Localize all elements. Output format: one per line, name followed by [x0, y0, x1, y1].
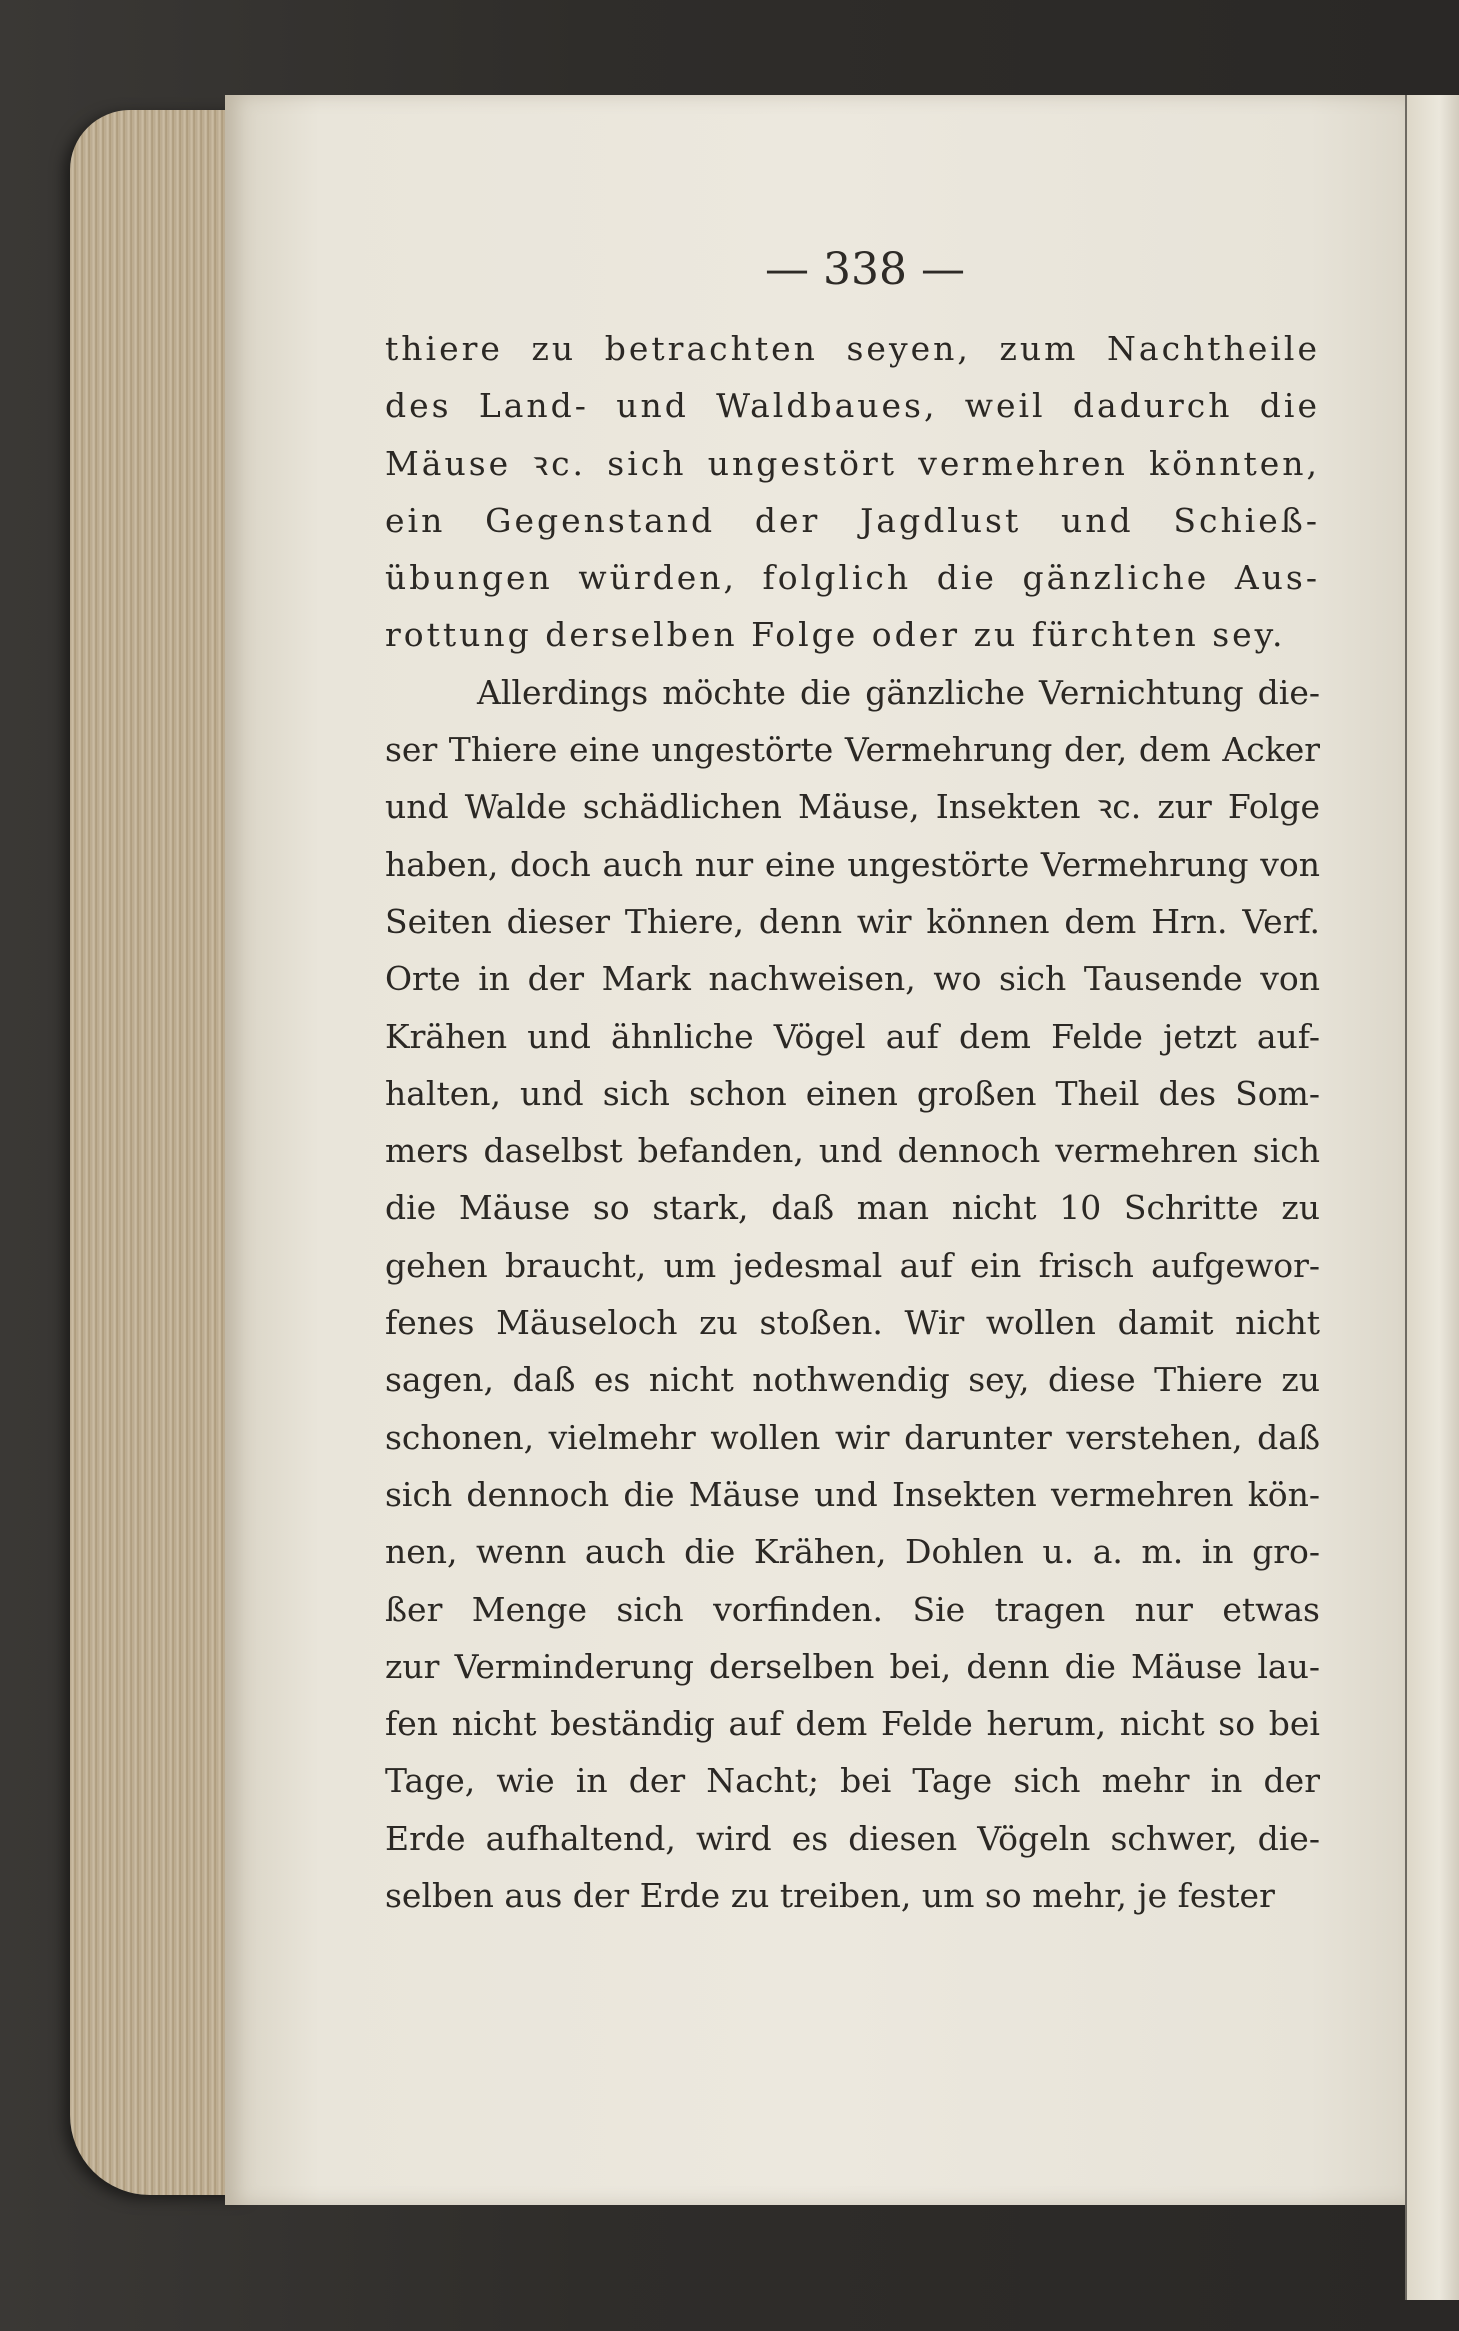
text-line: mers daselbst befanden, und dennoch vermehren sich — [385, 1131, 1320, 1171]
text-line: Erde aufhaltend, wird es diesen Vögeln schwer, die- — [385, 1818, 1320, 1858]
text-line: Allerdings möchte die gänzliche Vernichtung die- — [477, 672, 1320, 712]
text-line: übungen würden, folglich die gänzliche Aus- — [385, 558, 1320, 598]
text-line: Seiten dieser Thiere, denn wir können dem Hrn. Verf. — [385, 901, 1320, 941]
text-line: fen nicht beständig auf dem Felde herum, nicht so bei — [385, 1704, 1320, 1744]
text-line: sich dennoch die Mäuse und Insekten vermehren kön- — [385, 1474, 1320, 1514]
text-line: die Mäuse so stark, daß man nicht 10 Schritte zu — [385, 1188, 1320, 1228]
text-line: Mäuse ꝛc. sich ungestört vermehren könnten, — [385, 443, 1320, 483]
body-text — [385, 320, 1320, 1924]
text-line: nen, wenn auch die Krähen, Dohlen u. a. m. in gro- — [385, 1532, 1320, 1572]
page-edges-stack — [70, 110, 250, 2195]
text-line: rottung derselben Folge oder zu fürchten sey. — [385, 615, 1286, 655]
text-line: schonen, vielmehr wollen wir darunter verstehen, daß — [385, 1417, 1320, 1457]
facing-page-edge — [1405, 95, 1459, 2300]
text-line: des Land- und Waldbaues, weil dadurch die — [385, 386, 1320, 426]
text-line: fenes Mäuseloch zu stoßen. Wir wollen damit nicht — [385, 1303, 1320, 1343]
text-line: thiere zu betrachten seyen, zum Nachtheile — [385, 329, 1320, 368]
text-line: Orte in der Mark nachweisen, wo sich Tausende von — [385, 959, 1320, 999]
text-line: und Walde schädlichen Mäuse, Insekten ꝛc. zur Folge — [385, 787, 1320, 827]
text-line: gehen braucht, um jedesmal auf ein frisch aufgewor- — [385, 1245, 1320, 1285]
text-line: sagen, daß es nicht nothwendig sey, diese Thiere zu — [385, 1360, 1320, 1400]
text-line: haben, doch auch nur eine ungestörte Vermehrung von — [385, 844, 1320, 884]
text-line: ein Gegenstand der Jagdlust und Schieß- — [385, 500, 1320, 540]
text-line: ser Thiere eine ungestörte Vermehrung der, dem Acker — [385, 730, 1320, 770]
text-line: Krähen und ähnliche Vögel auf dem Felde jetzt auf- — [385, 1016, 1320, 1056]
text-line: zur Verminderung derselben bei, denn die Mäuse lau- — [385, 1646, 1320, 1686]
text-line: ßer Menge sich vorfinden. Sie tragen nur etwas — [385, 1589, 1320, 1629]
text-line: Tage, wie in der Nacht; bei Tage sich mehr in der — [385, 1761, 1320, 1801]
page-number-header: — 338 — — [765, 244, 965, 295]
text-line: halten, und sich schon einen großen Theil des Som- — [385, 1073, 1320, 1113]
text-line: selben aus der Erde zu treiben, um so mehr, je fester — [385, 1876, 1275, 1916]
